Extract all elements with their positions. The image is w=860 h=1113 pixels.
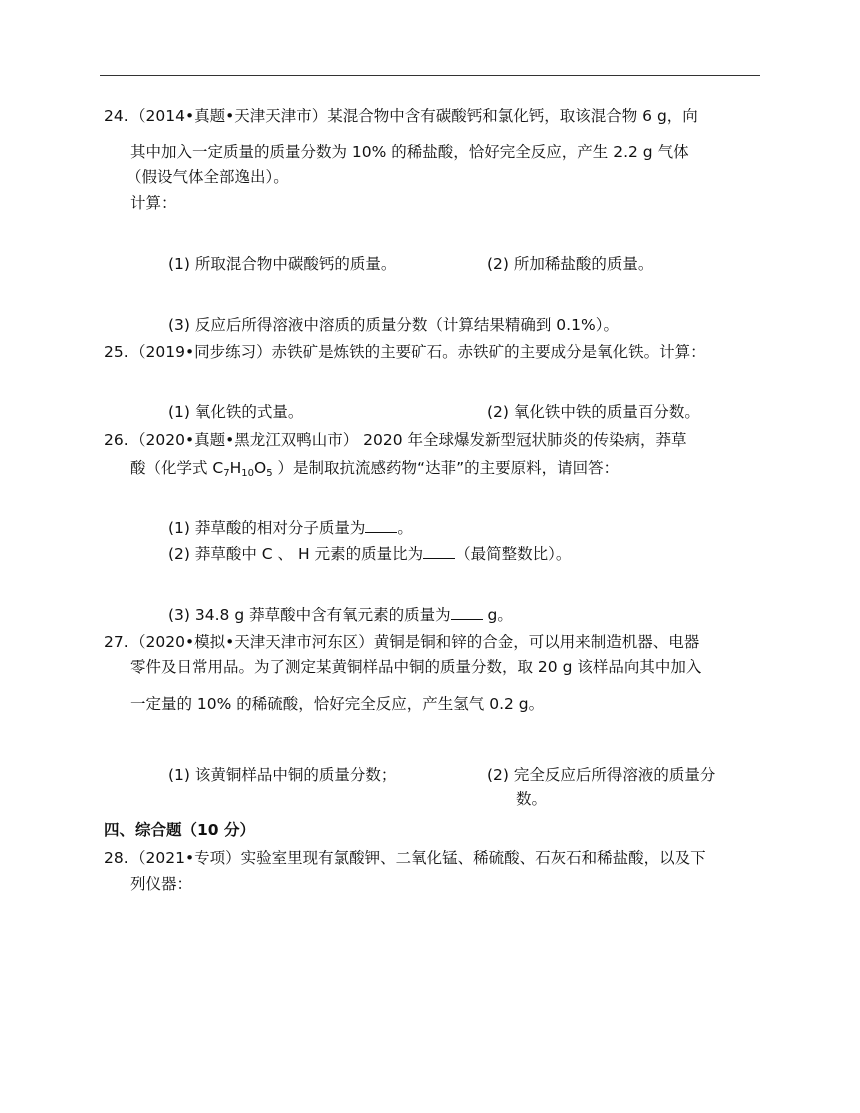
subscript: 7 bbox=[223, 468, 230, 479]
question-text: （2014•真题•天津天津市）某混合物中含有碳酸钙和氯化钙，取该混合物 6 g，向 bbox=[130, 107, 698, 125]
sub-question-2: (2) 完全反应后所得溶液的质量分 bbox=[487, 766, 716, 784]
sub-question-3: (3) 反应后所得溶液中溶质的质量分数（计算结果精确到 0.1%）。 bbox=[168, 316, 619, 334]
question-number: 28. bbox=[104, 849, 129, 867]
question-text: 计算： bbox=[130, 194, 177, 212]
text-part: (1) 莽草酸的相对分子质量为 bbox=[168, 519, 366, 537]
question-text: 其中加入一定质量的质量分数为 10% 的稀盐酸，恰好完全反应，产生 2.2 g 气体 bbox=[130, 143, 689, 161]
question-number: 25. bbox=[104, 343, 129, 361]
answer-blank[interactable] bbox=[365, 516, 397, 533]
question-text: （假设气体全部逸出）。 bbox=[126, 168, 289, 186]
subscript: 10 bbox=[241, 468, 255, 479]
text-part: 酸（化学式 C bbox=[130, 459, 224, 477]
text-part: g。 bbox=[482, 606, 513, 624]
question-number: 27. bbox=[104, 633, 129, 651]
text-part: (2) 莽草酸中 C 、 H 元素的质量比为 bbox=[168, 545, 424, 563]
question-text: 一定量的 10% 的稀硫酸，恰好完全反应，产生氢气 0.2 g。 bbox=[130, 695, 545, 713]
text-part: （最简整数比）。 bbox=[455, 545, 572, 563]
answer-blank[interactable] bbox=[423, 542, 455, 559]
question-text-formula bbox=[130, 457, 619, 485]
sub-question-1: (1) 氧化铁的式量。 bbox=[168, 403, 304, 421]
question-text: （2020•真题•黑龙江双鸭山市） 2020 年全球爆发新型冠状肺炎的传染病，莽草 bbox=[130, 431, 687, 449]
sub-question-2 bbox=[168, 542, 571, 565]
text-part: (3) 34.8 g 莽草酸中含有氧元素的质量为 bbox=[168, 606, 451, 624]
sub-question-1: (1) 所取混合物中碳酸钙的质量。 bbox=[168, 255, 397, 273]
text-part: O bbox=[254, 459, 267, 477]
question-text: 列仪器： bbox=[130, 875, 193, 893]
sub-question-1: (1) 该黄铜样品中铜的质量分数； bbox=[168, 766, 397, 784]
sub-question-2-cont: 数。 bbox=[516, 790, 548, 808]
text-part: H bbox=[229, 459, 242, 477]
question-text: （2021•专项）实验室里现有氯酸钾、二氧化锰、稀硫酸、石灰石和稀盐酸，以及下 bbox=[130, 849, 706, 867]
answer-blank[interactable] bbox=[451, 603, 483, 620]
section-heading: 四、综合题（10 分） bbox=[104, 821, 255, 839]
text-part: ）是制取抗流感药物“达菲”的主要原料，请回答： bbox=[272, 459, 620, 477]
sub-question-2: (2) 氧化铁中铁的质量百分数。 bbox=[487, 403, 700, 421]
question-text: 零件及日常用品。为了测定某黄铜样品中铜的质量分数，取 20 g 该样品向其中加入 bbox=[130, 658, 702, 676]
text-part: 。 bbox=[397, 519, 413, 537]
sub-question-2: (2) 所加稀盐酸的质量。 bbox=[487, 255, 654, 273]
question-number: 24. bbox=[104, 107, 129, 125]
question-number: 26. bbox=[104, 431, 129, 449]
sub-question-3 bbox=[168, 603, 513, 626]
question-text: （2019•同步练习）赤铁矿是炼铁的主要矿石。赤铁矿的主要成分是氧化铁。计算： bbox=[130, 343, 706, 361]
sub-question-1 bbox=[168, 516, 413, 539]
subscript: 5 bbox=[266, 468, 273, 479]
question-text: （2020•模拟•天津天津市河东区）黄铜是铜和锌的合金，可以用来制造机器、电器 bbox=[130, 633, 700, 651]
header-rule bbox=[100, 75, 760, 76]
